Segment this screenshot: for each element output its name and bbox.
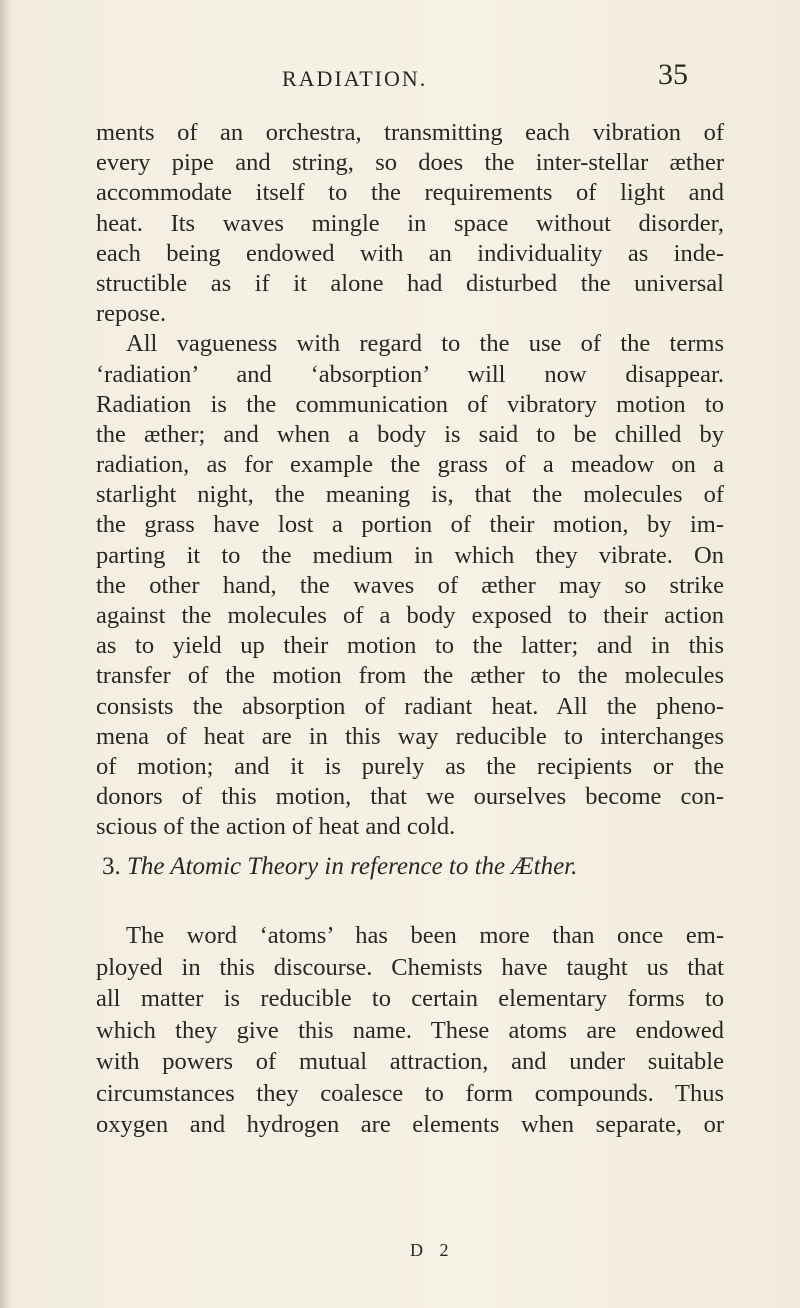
page-number: 35 bbox=[658, 58, 688, 91]
text-line: structible as if it alone had disturbed the universal bbox=[96, 269, 724, 297]
page-edge-shadow bbox=[0, 0, 10, 1308]
body-text-section-3 bbox=[96, 920, 724, 1141]
section-title: The Atomic Theory in reference to the Æther. bbox=[127, 853, 578, 880]
text-line: consists the absorption of radiant heat. All the pheno- bbox=[96, 692, 724, 720]
text-line: All vagueness with regard to the use of the terms bbox=[126, 330, 724, 358]
text-line: ‘radiation’ and ‘absorption’ will now disappear. bbox=[96, 360, 724, 388]
text-line: repose. bbox=[96, 300, 167, 328]
text-line: donors of this motion, that we ourselves become con- bbox=[96, 783, 724, 811]
text-line: which they give this name. These atoms are endowed bbox=[96, 1016, 724, 1044]
text-line: The word ‘atoms’ has been more than once em- bbox=[126, 922, 724, 949]
text-line: as to yield up their motion to the latter; and in this bbox=[96, 632, 724, 660]
text-line: radiation, as for example the grass of a meadow on a bbox=[96, 451, 724, 479]
text-line: against the molecules of a body exposed to their action bbox=[96, 602, 724, 629]
text-line: ployed in this discourse. Chemists have taught us that bbox=[96, 953, 724, 981]
text-line: every pipe and string, so does the inter-stellar æther bbox=[96, 149, 724, 177]
text-line: with powers of mutual attraction, and under suitable bbox=[96, 1048, 724, 1075]
section-heading bbox=[102, 853, 577, 881]
text-line: accommodate itself to the requirements of light and bbox=[96, 179, 724, 207]
text-line: starlight night, the meaning is, that the molecules of bbox=[96, 481, 724, 509]
running-title: RADIATION. bbox=[282, 66, 428, 91]
text-line: all matter is reducible to certain elementary forms to bbox=[96, 985, 724, 1012]
text-line: oxygen and hydrogen are elements when separate, or bbox=[96, 1111, 724, 1138]
text-line: ments of an orchestra, transmitting each vibration of bbox=[96, 119, 724, 146]
text-line: the æther; and when a body is said to be chilled by bbox=[96, 420, 724, 448]
text-line: the grass have lost a portion of their motion, by im- bbox=[96, 511, 724, 539]
text-line: circumstances they coalesce to form compounds. Thus bbox=[96, 1079, 724, 1107]
text-line: of motion; and it is purely as the recipients or the bbox=[96, 752, 724, 780]
text-line: Radiation is the communication of vibratory motion to bbox=[96, 390, 724, 418]
signature-mark: D 2 bbox=[410, 1240, 455, 1260]
text-line: transfer of the motion from the æther to the molecules bbox=[96, 662, 724, 690]
text-line: scious of the action of heat and cold. bbox=[96, 813, 456, 841]
text-line: heat. Its waves mingle in space without disorder, bbox=[96, 209, 724, 237]
text-line: each being endowed with an individuality as inde- bbox=[96, 239, 724, 267]
text-line: parting it to the medium in which they vibrate. On bbox=[96, 541, 724, 569]
body-text bbox=[96, 118, 724, 843]
text-line: mena of heat are in this way reducible to interchanges bbox=[96, 722, 724, 750]
text-line: the other hand, the waves of æther may so strike bbox=[96, 571, 724, 599]
section-number: 3. bbox=[102, 853, 121, 880]
running-head bbox=[0, 58, 800, 98]
